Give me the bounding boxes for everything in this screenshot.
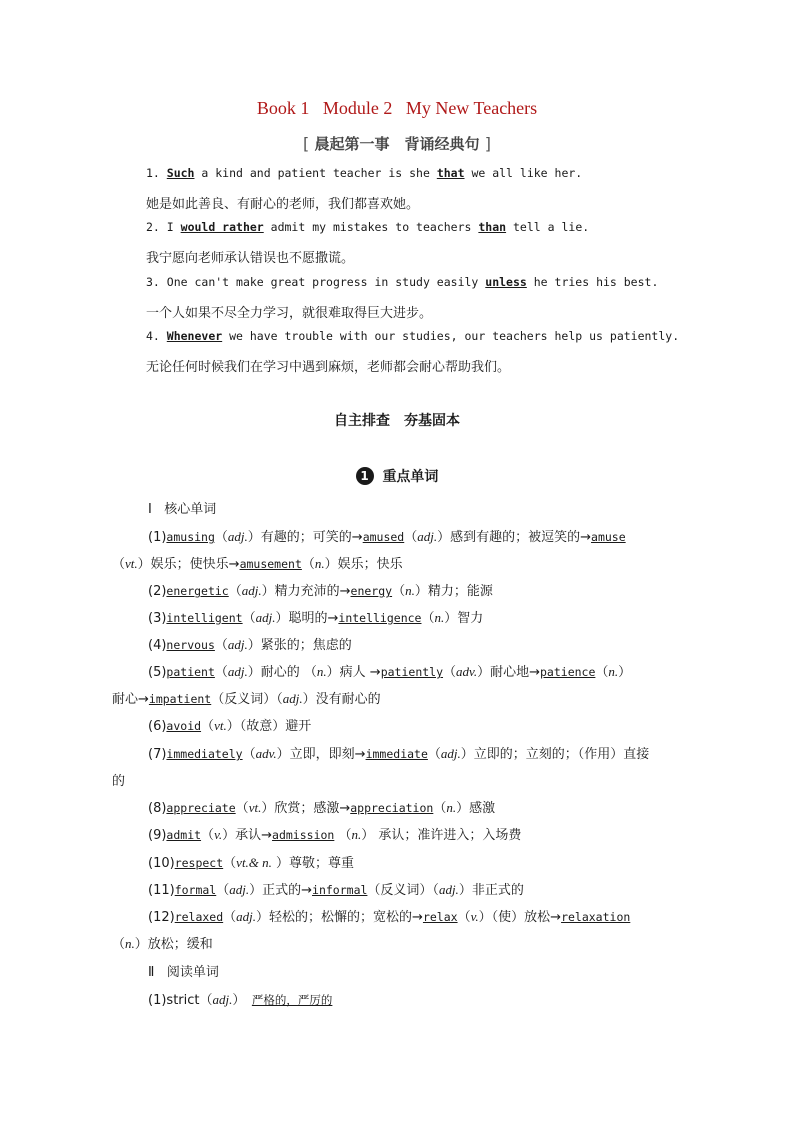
vocab-text: （ [404, 530, 418, 545]
vocab-word: patiently [380, 665, 444, 679]
sentence-en [146, 275, 658, 289]
vocab-text: ）感到有趣的；被逗笑的→ [437, 530, 592, 545]
vocab-text: ）非正式的 [458, 883, 524, 898]
vocab-word: relaxed [174, 910, 224, 924]
vocab-word: intelligent [166, 611, 243, 625]
part-of-speech: adj. [227, 664, 248, 679]
vocab-text: (10) [148, 856, 175, 871]
vocab-text: （ [214, 638, 228, 653]
vocab-text: （ [421, 611, 435, 626]
vocab-text: ）尊敬；尊重 [271, 856, 355, 871]
sentence-number: 3. [146, 275, 167, 289]
vocab-line [148, 580, 493, 599]
vocab-text: (9) [148, 828, 167, 843]
bracket-close: ] [484, 134, 491, 153]
subtitle-text: 晨起第一事 背诵经典句 [314, 135, 480, 153]
part-of-speech: n. [405, 583, 415, 598]
heading-number: Ⅰ [148, 502, 152, 517]
vocab-line [148, 634, 352, 653]
vocab-text: （ [392, 584, 406, 599]
reading-vocab-item [148, 989, 332, 1008]
vocab-text: （ [595, 665, 609, 680]
vocab-word: nervous [166, 638, 215, 652]
vocab-word: relax [422, 910, 458, 924]
vocab-text: ）娱乐；快乐 [324, 557, 403, 572]
vocab-word: immediate [365, 747, 428, 761]
sentence-text: we all like her. [464, 166, 583, 180]
vocab-text: （ [223, 856, 237, 871]
vocab-text: （ [223, 910, 237, 925]
sentence-en [146, 220, 589, 234]
vocab-text: 的 [112, 774, 126, 789]
bracket-open: [ [303, 134, 310, 153]
vocab-text: ）立即的；立刻的；（作用）直接 [460, 747, 650, 762]
vocab-text: （ [242, 747, 256, 762]
part-of-speech: v. [470, 909, 479, 924]
vocab-word: patience [540, 665, 596, 679]
vocab-word: patient [166, 665, 215, 679]
vocab-text: （ [334, 828, 352, 843]
part-of-speech: vt. [248, 800, 262, 815]
page-title: Book 1 Module 2 My New Teachers [256, 98, 538, 118]
sentence-text: One can't make great progress in study easily [166, 275, 486, 289]
part-of-speech: adj. [241, 583, 262, 598]
vocab-word: formal [174, 883, 217, 897]
number-badge-icon: 1 [356, 467, 374, 485]
vocab-line [148, 879, 524, 898]
vocab-text: ）有趣的；可笑的→ [247, 530, 363, 545]
vocab-line [148, 661, 631, 680]
vocab-text: （ [235, 801, 249, 816]
vocab-text: （ [301, 557, 315, 572]
vocab-text: (2) [148, 584, 167, 599]
vocab-text: ）感激 [456, 801, 496, 816]
vocab-text: ）正式的→ [249, 883, 313, 898]
vocab-word: relaxation [561, 910, 631, 924]
part-of-speech: v. [214, 827, 223, 842]
part-of-speech: adv. [255, 746, 277, 761]
vocab-word: admission [272, 828, 335, 842]
vocab-text: ） [232, 993, 252, 1008]
part-of-speech: adj. [229, 882, 250, 897]
sentence-zh: 我宁愿向老师承认错误也不愿撒谎。 [146, 251, 355, 266]
part-of-speech: adv. [456, 664, 478, 679]
vocab-word: admit [166, 828, 202, 842]
vocab-text: (12) [148, 910, 175, 925]
vocab-word: avoid [166, 719, 202, 733]
vocab-text: (8) [148, 801, 167, 816]
part-of-speech: adj. [227, 637, 248, 652]
vocab-text: （ [216, 883, 230, 898]
part-of-speech: adj. [438, 882, 459, 897]
vocab-text: ）立即，即刻→ [276, 747, 366, 762]
vocab-word: appreciate [166, 801, 236, 815]
vocab-line [148, 906, 630, 925]
part-of-speech: vt. [125, 556, 138, 571]
vocab-word: appreciation [350, 801, 434, 815]
vocab-line [148, 607, 483, 626]
vocab-line [148, 743, 649, 762]
key-phrase: that [436, 166, 465, 180]
vocab-text: (1)strict（ [148, 993, 213, 1008]
sentence-number: 1. [146, 166, 167, 180]
part-of-speech: adj. [236, 909, 257, 924]
vocab-text: 耐心→ [112, 692, 149, 707]
vocab-text: （ [443, 665, 457, 680]
part-of-speech: n. [125, 936, 135, 951]
key-phrase: unless [485, 275, 527, 289]
vocab-line [112, 553, 403, 572]
vocab-word: amused [362, 530, 405, 544]
sentence-number: 2. [146, 220, 167, 234]
vocab-text: （ [201, 719, 215, 734]
part-of-speech: n. [314, 556, 325, 571]
vocab-text: ）娱乐；使快乐→ [137, 557, 240, 572]
vocab-line [112, 933, 213, 952]
vocab-text: ）欣赏；感激→ [261, 801, 351, 816]
vocab-text: （ [228, 584, 242, 599]
heading-number: Ⅱ [148, 965, 155, 980]
sentence-zh: 一个人如果不尽全力学习，就很难取得巨大进步。 [146, 306, 433, 321]
part-of-speech: vt. [214, 718, 227, 733]
reading-words-heading [148, 961, 219, 980]
vocab-text: ）耐心的 （ [247, 665, 317, 680]
vocab-line [148, 852, 354, 871]
vocab-text: （ [242, 611, 256, 626]
part-of-speech: adj. [255, 610, 276, 625]
part-of-speech: n. [608, 664, 619, 679]
vocab-text: ）紧张的；焦虑的 [247, 638, 352, 653]
vocab-text: ） 承认；准许进入；入场费 [361, 828, 522, 843]
vocab-word: informal [312, 883, 368, 897]
sentence-zh: 她是如此善良、有耐心的老师，我们都喜欢她。 [146, 197, 420, 212]
vocab-word: respect [174, 856, 224, 870]
vocab-text: ）智力 [444, 611, 484, 626]
vocab-text: (3) [148, 611, 167, 626]
vocab-line [148, 526, 626, 545]
vocab-line [148, 824, 521, 843]
vocab-text: （ [112, 937, 126, 952]
sentence-en [146, 166, 582, 180]
vocab-text: (1) [148, 530, 167, 545]
sentence-text: admit my mistakes to teachers [263, 220, 479, 234]
key-phrase: would rather [180, 220, 264, 234]
vocab-word: immediately [166, 747, 243, 761]
page-subtitle [0, 133, 794, 154]
vocab-text: (4) [148, 638, 167, 653]
sentence-en [146, 329, 679, 343]
vocab-word: energetic [166, 584, 229, 598]
vocab-line [112, 688, 381, 707]
part-of-speech: adj. [227, 529, 248, 544]
vocab-text: ）（使）放松→ [478, 910, 562, 925]
vocab-text: ）（故意）避开 [226, 719, 312, 734]
vocab-text: （ [427, 747, 441, 762]
sentence-text: I [166, 220, 181, 234]
part-title: 重点单词 [382, 469, 439, 485]
sentence-text: we have trouble with our studies, our teachers help us patiently. [222, 329, 680, 343]
vocab-line [112, 770, 125, 789]
vocab-text: ）没有耐心的 [302, 692, 381, 707]
vocab-word: energy [350, 584, 393, 598]
vocab-line [148, 715, 311, 734]
vocab-word: amuse [591, 530, 626, 544]
part-of-speech: n. [434, 610, 445, 625]
sentence-text: tell a lie. [506, 220, 590, 234]
vocab-text: (5) [148, 665, 167, 680]
sentence-text: a kind and patient teacher is she [194, 166, 437, 180]
section-title: 自主排查 夯基固本 [334, 413, 460, 429]
part-of-speech: n. [446, 800, 457, 815]
part-heading [0, 466, 794, 486]
vocab-text: ）精力充沛的→ [261, 584, 351, 599]
vocab-text: （ [214, 665, 228, 680]
vocab-text: ）轻松的；松懈的；宽松的→ [256, 910, 423, 925]
part-of-speech: adj. [212, 992, 233, 1007]
heading-text: 阅读单词 [166, 965, 219, 980]
sentence-text: he tries his best. [526, 275, 659, 289]
vocab-word: amusing [166, 530, 215, 544]
part-of-speech: adj. [417, 529, 438, 544]
vocab-text: （ [201, 828, 215, 843]
vocab-word: impatient [148, 692, 212, 706]
sentence-number: 4. [146, 329, 167, 343]
part-of-speech: vt.& n. [236, 855, 272, 870]
vocab-text: (6) [148, 719, 167, 734]
vocab-text: ） [618, 665, 632, 680]
vocab-text: ）耐心地→ [477, 665, 540, 680]
sentence-zh: 无论任何时候我们在学习中遇到麻烦，老师都会耐心帮助我们。 [146, 360, 511, 375]
vocab-text: （ [214, 530, 228, 545]
part-of-speech: adj. [440, 746, 461, 761]
vocab-text: （反义词）（ [211, 692, 283, 707]
vocab-word: 严格的，严厉的 [251, 993, 333, 1007]
vocab-text: （反义词）（ [367, 883, 439, 898]
vocab-text: ）放松；缓和 [134, 937, 213, 952]
core-words-heading [148, 498, 216, 517]
part-of-speech: adj. [282, 691, 303, 706]
vocab-text: ）承认→ [222, 828, 273, 843]
part-of-speech: n. [351, 827, 362, 842]
key-phrase: Whenever [166, 329, 223, 343]
vocab-text: ）聪明的→ [275, 611, 339, 626]
vocab-line [148, 797, 495, 816]
vocab-text: （ [112, 557, 126, 572]
vocab-text: ）病人 → [326, 665, 381, 680]
vocab-text: (7) [148, 747, 167, 762]
vocab-word: intelligence [338, 611, 422, 625]
vocab-text: (11) [148, 883, 175, 898]
key-phrase: Such [166, 166, 195, 180]
part-of-speech: n. [316, 664, 327, 679]
vocab-text: （ [433, 801, 447, 816]
vocab-text: ）精力；能源 [414, 584, 493, 599]
vocab-word: amusement [239, 557, 302, 571]
heading-text: 核心单词 [164, 502, 217, 517]
vocab-text: （ [457, 910, 471, 925]
key-phrase: than [478, 220, 507, 234]
